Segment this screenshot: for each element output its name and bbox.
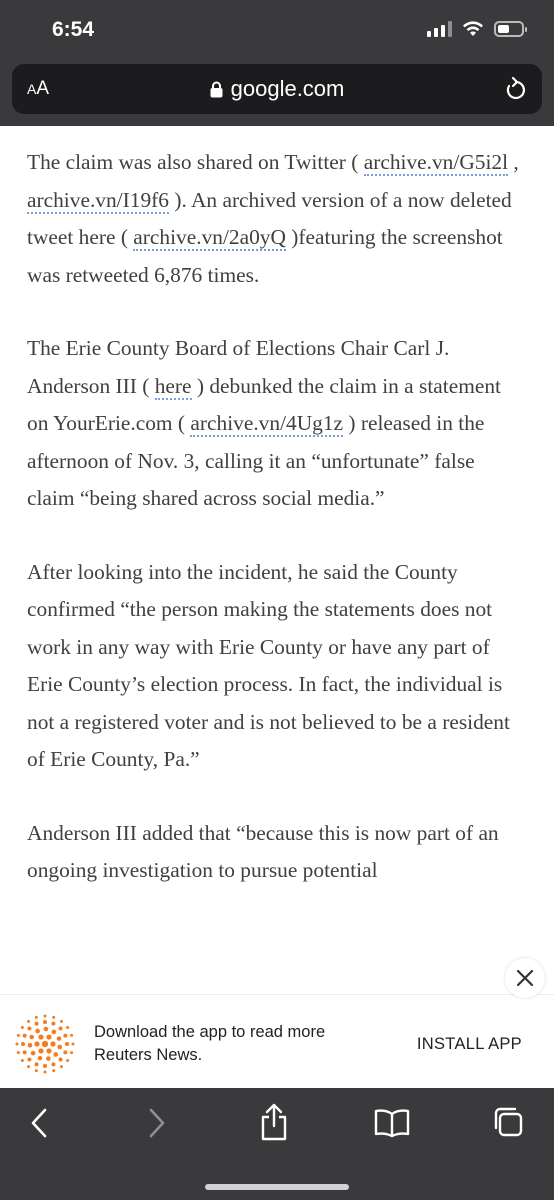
logo-dot [35,1016,38,1019]
logo-dot [46,1056,51,1061]
archive-link[interactable]: archive.vn/2a0yQ [133,225,286,249]
article-paragraph: After looking into the incident, he said the County confirmed “the person making the statements does not work in any way with Erie County or have any part of Erie County’s election process. In fact, the individual is not a registered voter and is not believed to be a resident of Erie County, Pa.” [27,559,510,771]
logo-dot [16,1043,19,1046]
bookmarks-icon[interactable] [374,1108,410,1138]
here-link[interactable]: here [154,373,192,398]
logo-dot [35,1062,39,1066]
logo-dot [63,1050,67,1054]
back-icon[interactable] [28,1106,50,1140]
logo-dot [31,1051,36,1056]
logo-dot [21,1042,25,1046]
logo-dot [29,1035,34,1040]
text-size-button[interactable]: AA [27,78,50,99]
status-icons [427,20,524,37]
forward-icon[interactable] [146,1106,168,1140]
logo-dot [44,1071,47,1074]
browser-top-bar [0,0,554,126]
banner-message: Download the app to read more Reuters News. [94,1023,326,1064]
logo-dot [34,1041,39,1046]
logo-dot [46,1034,51,1039]
logo-dot [27,1058,31,1062]
logo-dot [38,1048,43,1053]
app-install-banner [0,994,554,1088]
article-paragraph: The claim was also shared on Twitter ( archive.vn/G5i2l , archive.vn/I19f6 ). An archived version of a now deleted tweet here ( archive.vn/2a0yQ )featuring the screenshot was retweeted 6,876 times. [27,150,519,287]
logo-dot [60,1065,63,1068]
article-paragraph: Anderson III added that “because this is now part of an ongoing investigation to pursue potential [27,820,499,882]
url-field[interactable] [12,76,542,102]
logo-dot [59,1058,63,1062]
logo-dot [66,1026,69,1029]
logo-dot [17,1051,20,1054]
logo-dot [70,1034,73,1037]
logo-dot [52,1030,57,1035]
logo-dot [50,1041,55,1046]
lock-icon [210,81,223,98]
logo-dot [57,1045,62,1050]
logo-dot [35,1029,40,1034]
logo-dot [28,1043,33,1048]
logo-dot [27,1020,30,1023]
archive-link[interactable]: archive.vn/I19f6 [27,187,169,212]
logo-dot [51,1022,55,1026]
logo-dot [57,1036,62,1041]
logo-dot [59,1026,63,1030]
logo-dot [42,1041,48,1047]
logo-dot [43,1020,47,1024]
logo-dot [23,1050,27,1054]
logo-dot [46,1048,51,1053]
logo-dot [38,1056,43,1061]
share-icon[interactable] [258,1102,290,1142]
logo-dot [35,1069,38,1072]
status-time: 6:54 [52,18,95,41]
logo-dot [23,1034,27,1038]
logo-dot [17,1034,20,1037]
article-paragraph: The Erie County Board of Elections Chair Carl J. Anderson III ( here ) debunked the claim in a statement on YourErie.com ( archive.vn/4Ug1z ) released in the afternoon of Nov. 3, calling it an “unfortunate” false claim “being shared across social media.” [27,336,501,510]
archive-link[interactable]: archive.vn/G5i2l [363,150,509,174]
close-icon [516,969,534,987]
home-indicator [205,1184,349,1190]
address-bar[interactable] [12,64,542,114]
logo-dot [52,1016,55,1019]
logo-dot [60,1020,63,1023]
reload-icon[interactable] [504,76,528,102]
logo-dot [66,1059,69,1062]
install-app-button[interactable]: INSTALL APP [416,1035,522,1053]
logo-dot [70,1051,73,1054]
logo-dot [21,1026,24,1029]
logo-dot [35,1022,39,1026]
cellular-signal-icon [427,21,452,37]
wifi-icon [462,20,484,37]
archive-link[interactable]: archive.vn/4Ug1z [190,411,344,435]
url-text: google.com [230,76,345,101]
logo-dot [27,1026,31,1030]
logo-dot [65,1042,69,1046]
logo-dot [38,1034,43,1039]
logo-dot [52,1069,55,1072]
logo-dot [44,1015,47,1018]
article-body [27,126,527,890]
close-banner-button[interactable] [505,958,545,998]
battery-icon [494,21,524,37]
logo-dot [43,1064,47,1068]
logo-dot [21,1059,24,1062]
logo-dot [51,1062,55,1066]
logo-dot [53,1052,58,1057]
logo-dot [44,1027,49,1032]
logo-dot [63,1034,67,1038]
reuters-logo-icon [14,1013,76,1075]
logo-dot [27,1065,30,1068]
logo-dot [72,1043,75,1046]
tabs-icon[interactable] [492,1106,524,1138]
